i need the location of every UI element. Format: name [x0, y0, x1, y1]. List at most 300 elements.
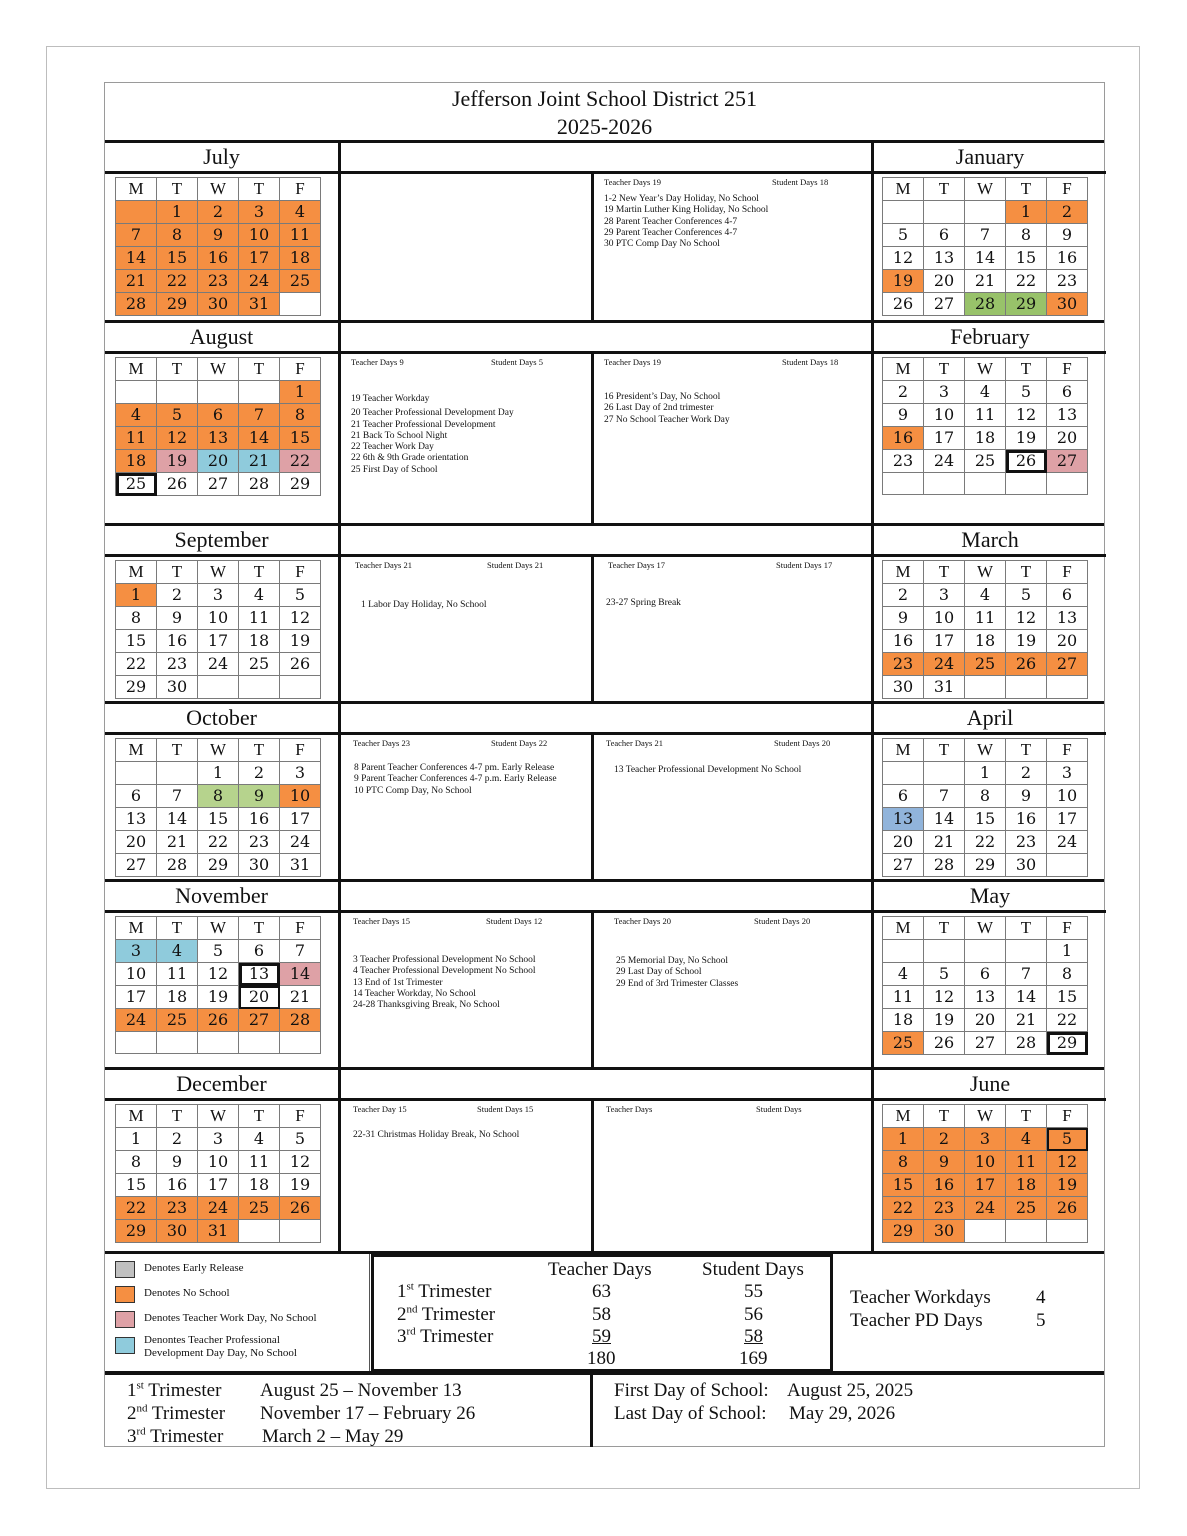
event-list: [353, 1130, 585, 1141]
trimester-date-3: 3rd Trimester March 2 – May 29: [127, 1425, 404, 1447]
day-cell: 9: [157, 1151, 198, 1174]
day-cell: 17: [924, 630, 965, 653]
day-cell: 19: [883, 270, 924, 293]
day-cell: 21: [924, 831, 965, 854]
day-cell: 15: [198, 808, 239, 831]
notes-january: [594, 174, 871, 320]
weekday-header: M: [883, 739, 924, 762]
week-row: [883, 427, 1088, 450]
day-cell: 23: [883, 450, 924, 473]
weekday-header: F: [1047, 739, 1088, 762]
day-cell: 14: [239, 427, 280, 450]
day-cell: 25: [157, 1009, 198, 1032]
day-cell: 2: [239, 762, 280, 785]
event-item: 22-31 Christmas Holiday Break, No School: [353, 1130, 520, 1140]
day-cell: 5: [280, 1128, 321, 1151]
day-cell: 13: [1047, 404, 1088, 427]
weekday-header: T: [157, 917, 198, 940]
week-row: [116, 1151, 321, 1174]
day-cell: 11: [965, 607, 1006, 630]
day-cell: 27: [883, 854, 924, 877]
month-may: [871, 882, 1106, 1070]
weekday-header: T: [157, 358, 198, 381]
month-title: November: [105, 882, 338, 913]
day-cell: 29: [280, 473, 321, 496]
day-cell: 4: [157, 940, 198, 963]
month-title: June: [874, 1070, 1106, 1101]
day-cell: 24: [116, 1009, 157, 1032]
day-cell: 8: [116, 1151, 157, 1174]
day-cell: 14: [280, 963, 321, 986]
col-header-student: Student Days: [702, 1259, 804, 1280]
row-september-march: [105, 526, 1104, 704]
day-cell: 5: [883, 224, 924, 247]
day-cell: 25: [883, 1032, 924, 1055]
weekday-header: T: [924, 358, 965, 381]
day-cell: 11: [965, 404, 1006, 427]
day-cell: [116, 381, 157, 404]
day-cell: 28: [239, 473, 280, 496]
day-cell: 12: [1047, 1151, 1088, 1174]
day-cell: 23: [1006, 831, 1047, 854]
weekday-header: M: [116, 739, 157, 762]
day-cell: 1: [198, 762, 239, 785]
week-row: [883, 1220, 1088, 1243]
month-title: October: [105, 704, 338, 735]
day-cell: 29: [1047, 1032, 1088, 1055]
week-row: [116, 854, 321, 877]
day-cell: 29: [1006, 293, 1047, 316]
day-cell: 26: [883, 293, 924, 316]
day-cell: 10: [116, 963, 157, 986]
notes-band: [341, 143, 871, 174]
student-days: Student Days 18: [772, 177, 829, 187]
calendar-grid-april: [882, 738, 1088, 877]
event-item: 29 End of 3rd Trimester Classes: [616, 978, 739, 989]
day-cell: [965, 676, 1006, 699]
day-cell: [1047, 1220, 1088, 1243]
teacher-days: Teacher Days 9: [351, 357, 404, 367]
event-item: 27 No School Teacher Work Day: [604, 414, 730, 425]
week-row: [883, 986, 1088, 1009]
swatch-icon: [115, 1261, 135, 1278]
calendar-sheet: [104, 82, 1105, 1447]
notes-band: [341, 1070, 871, 1101]
event-list: [606, 598, 865, 609]
notes-november: [341, 913, 594, 1067]
day-cell: 26: [1006, 653, 1047, 676]
day-cell: 21: [116, 270, 157, 293]
day-cell: 2: [883, 584, 924, 607]
event-item: 19 Teacher Workday: [351, 394, 430, 404]
week-row: [116, 201, 321, 224]
week-row: [116, 270, 321, 293]
day-cell: 24: [1047, 831, 1088, 854]
day-cell: 1: [1006, 201, 1047, 224]
month-june: [871, 1070, 1106, 1254]
day-cell: 5: [924, 963, 965, 986]
week-row: [883, 1009, 1088, 1032]
day-cell: 30: [883, 676, 924, 699]
week-row: [883, 381, 1088, 404]
event-item: 21 Back To School Night: [351, 430, 448, 441]
week-row: [883, 963, 1088, 986]
day-cell: 13: [883, 808, 924, 831]
day-cell: 22: [116, 1197, 157, 1220]
day-cell: [1006, 473, 1047, 495]
notes-august: [341, 354, 594, 523]
week-row: [116, 247, 321, 270]
event-item: 28 Parent Teacher Conferences 4-7: [604, 216, 738, 227]
day-cell: 17: [280, 808, 321, 831]
weekday-header: W: [965, 561, 1006, 584]
day-cell: 16: [198, 247, 239, 270]
day-cell: 29: [965, 854, 1006, 877]
weekday-header: F: [280, 178, 321, 201]
day-cell: 14: [965, 247, 1006, 270]
day-cell: 7: [116, 224, 157, 247]
weekday-header: M: [883, 561, 924, 584]
day-cell: 24: [239, 270, 280, 293]
day-cell: 29: [883, 1220, 924, 1243]
teacher-days: Teacher Days 15: [353, 916, 410, 926]
day-cell: 13: [924, 247, 965, 270]
day-cell: 31: [239, 293, 280, 316]
trimester-date-2: 2nd Trimester November 17 – February 26: [127, 1402, 476, 1424]
day-cell: [1006, 1220, 1047, 1243]
week-row: [883, 808, 1088, 831]
day-cell: 18: [239, 1174, 280, 1197]
weekday-header: F: [1047, 358, 1088, 381]
day-cell: 9: [1047, 224, 1088, 247]
day-cell: 24: [198, 653, 239, 676]
month-december: [105, 1070, 341, 1254]
day-cell: 18: [965, 427, 1006, 450]
day-cell: 18: [280, 247, 321, 270]
weekday-header: T: [239, 739, 280, 762]
day-cell: 10: [924, 404, 965, 427]
day-cell: 6: [924, 224, 965, 247]
day-cell: 4: [965, 381, 1006, 404]
weekday-header: M: [883, 178, 924, 201]
week-row: [116, 381, 321, 404]
day-cell: 24: [198, 1197, 239, 1220]
day-cell: [198, 381, 239, 404]
day-cell: 17: [198, 630, 239, 653]
day-cell: 5: [157, 404, 198, 427]
month-september: [105, 526, 341, 704]
day-cell: 15: [883, 1174, 924, 1197]
event-list: [614, 765, 865, 776]
week-row: [883, 1174, 1088, 1197]
weekday-header: T: [924, 1105, 965, 1128]
day-cell: [924, 473, 965, 495]
weekday-header: T: [924, 917, 965, 940]
day-cell: [198, 1032, 239, 1054]
notes-june: [594, 1101, 871, 1251]
teacher-days: Teacher Days 17: [608, 560, 665, 570]
day-cell: 6: [883, 785, 924, 808]
trimester-date-1: 1st Trimester August 25 – November 13: [127, 1379, 462, 1401]
day-cell: 24: [924, 450, 965, 473]
day-cell: 15: [280, 427, 321, 450]
day-cell: [239, 676, 280, 699]
week-row: [116, 450, 321, 473]
teacher-days: Teacher Days 21: [606, 738, 663, 748]
teacher-workdays: Teacher Workdays 4: [850, 1287, 1046, 1308]
day-cell: 14: [1006, 986, 1047, 1009]
student-days: Student Days: [756, 1104, 802, 1114]
week-row: [883, 831, 1088, 854]
day-cell: 16: [239, 808, 280, 831]
event-item: 25 First Day of School: [351, 464, 438, 475]
day-cell: 28: [157, 854, 198, 877]
month-title: May: [874, 882, 1106, 913]
teacher-days: Teacher Days 19: [604, 357, 661, 367]
day-cell: 28: [924, 854, 965, 877]
day-cell: 8: [965, 785, 1006, 808]
day-cell: 17: [1047, 808, 1088, 831]
weekday-header: F: [280, 358, 321, 381]
day-cell: 4: [965, 584, 1006, 607]
weekday-header: M: [883, 917, 924, 940]
day-cell: 24: [965, 1197, 1006, 1220]
day-cell: 19: [198, 986, 239, 1009]
week-row: [116, 1128, 321, 1151]
day-cell: [239, 381, 280, 404]
day-cell: 4: [116, 404, 157, 427]
day-cell: 22: [116, 653, 157, 676]
day-cell: 25: [239, 1197, 280, 1220]
day-cell: 22: [883, 1197, 924, 1220]
day-cell: 16: [883, 427, 924, 450]
day-cell: 26: [280, 1197, 321, 1220]
day-cell: 27: [198, 473, 239, 496]
day-cell: 28: [1006, 1032, 1047, 1055]
day-cell: 19: [157, 450, 198, 473]
week-row: [883, 630, 1088, 653]
day-cell: 21: [1006, 1009, 1047, 1032]
day-cell: [280, 676, 321, 699]
day-cell: 29: [116, 1220, 157, 1243]
day-cell: 21: [280, 986, 321, 1009]
day-cell: 20: [116, 831, 157, 854]
first-day: First Day of School: August 25, 2025: [614, 1380, 914, 1401]
week-row: [116, 986, 321, 1009]
weekday-header: M: [116, 358, 157, 381]
month-title: July: [105, 143, 338, 174]
day-cell: 6: [1047, 584, 1088, 607]
day-cell: 12: [157, 427, 198, 450]
day-cell: 11: [883, 986, 924, 1009]
event-item: 4 Teacher Professional Development No School: [353, 966, 536, 977]
day-cell: 30: [157, 1220, 198, 1243]
day-cell: 30: [198, 293, 239, 316]
week-row: [883, 785, 1088, 808]
row-august-february: [105, 323, 1104, 526]
calendar-grid-june: [882, 1104, 1088, 1243]
month-march: [871, 526, 1106, 704]
event-item: 29 Parent Teacher Conferences 4-7: [604, 227, 738, 238]
day-cell: 15: [116, 630, 157, 653]
month-title: February: [874, 323, 1106, 354]
day-cell: 29: [157, 293, 198, 316]
day-cell: 8: [1006, 224, 1047, 247]
day-cell: 21: [239, 450, 280, 473]
day-cell: 6: [239, 940, 280, 963]
day-cell: 7: [157, 785, 198, 808]
day-cell: 18: [883, 1009, 924, 1032]
weekday-header: F: [280, 917, 321, 940]
day-cell: 13: [198, 427, 239, 450]
day-cell: 3: [965, 1128, 1006, 1151]
day-cell: 9: [883, 404, 924, 427]
day-cell: 16: [924, 1174, 965, 1197]
teacher-days-value: 63: [592, 1281, 611, 1302]
week-row: [116, 653, 321, 676]
day-cell: 16: [157, 1174, 198, 1197]
weekday-header: W: [198, 1105, 239, 1128]
day-cell: 25: [965, 450, 1006, 473]
weekday-header: T: [924, 178, 965, 201]
day-cell: 6: [965, 963, 1006, 986]
student-days: Student Days 20: [774, 738, 831, 748]
event-item: 9 Parent Teacher Conferences 4-7 p.m. Early Release: [354, 774, 557, 785]
day-cell: [924, 940, 965, 963]
day-cell: 30: [1047, 293, 1088, 316]
day-cell: 9: [883, 607, 924, 630]
day-cell: 17: [198, 1174, 239, 1197]
week-row: [883, 224, 1088, 247]
day-cell: 12: [198, 963, 239, 986]
swatch-icon: [115, 1337, 135, 1354]
event-item: 14 Teacher Workday, No School: [353, 988, 476, 999]
day-cell: 25: [116, 473, 157, 496]
day-cell: [1006, 940, 1047, 963]
day-cell: 24: [280, 831, 321, 854]
day-cell: 29: [116, 676, 157, 699]
day-cell: 23: [1047, 270, 1088, 293]
event-item: 29 Last Day of School: [616, 967, 702, 978]
calendar-grid-november: [115, 916, 321, 1054]
weekday-header: W: [965, 178, 1006, 201]
day-cell: 2: [1006, 762, 1047, 785]
week-row: [116, 293, 321, 316]
day-cell: 8: [198, 785, 239, 808]
day-cell: 2: [198, 201, 239, 224]
week-row: [116, 762, 321, 785]
day-cell: 28: [280, 1009, 321, 1032]
day-cell: [965, 940, 1006, 963]
event-list: [604, 194, 865, 250]
day-cell: 26: [1006, 450, 1047, 473]
day-cell: 8: [883, 1151, 924, 1174]
day-cell: 12: [280, 1151, 321, 1174]
notes-september: [341, 557, 594, 701]
calendar-grid-may: [882, 916, 1088, 1055]
student-days: Student Days 18: [782, 357, 839, 367]
day-cell: 13: [1047, 607, 1088, 630]
day-cell: 26: [1047, 1197, 1088, 1220]
totals-table: [371, 1254, 833, 1372]
day-cell: 11: [239, 1151, 280, 1174]
event-item: 1-2 New Year’s Day Holiday, No School: [604, 194, 759, 204]
weekday-header: M: [116, 561, 157, 584]
weekday-header: T: [239, 561, 280, 584]
day-cell: 9: [1006, 785, 1047, 808]
day-cell: 2: [1047, 201, 1088, 224]
weekday-header: T: [157, 739, 198, 762]
day-cell: [157, 762, 198, 785]
month-january: [871, 143, 1106, 323]
event-item: 16 President’s Day, No School: [604, 392, 721, 402]
day-cell: 17: [239, 247, 280, 270]
day-cell: 24: [924, 653, 965, 676]
notes-march: [594, 557, 871, 701]
day-cell: 8: [116, 607, 157, 630]
day-cell: 20: [1047, 427, 1088, 450]
calendar-title: [105, 83, 1104, 143]
day-cell: 23: [198, 270, 239, 293]
day-cell: 4: [280, 201, 321, 224]
day-cell: [883, 473, 924, 495]
day-cell: 21: [965, 270, 1006, 293]
month-title: December: [105, 1070, 338, 1101]
week-row: [116, 1220, 321, 1243]
notes-december: [341, 1101, 594, 1251]
weekday-header: F: [280, 1105, 321, 1128]
day-cell: 4: [239, 584, 280, 607]
day-cell: 13: [239, 963, 280, 986]
event-item: 23-27 Spring Break: [606, 598, 681, 608]
day-cell: 19: [1006, 630, 1047, 653]
month-august: [105, 323, 341, 526]
event-list: [604, 392, 865, 426]
day-cell: 4: [239, 1128, 280, 1151]
day-cell: [280, 1220, 321, 1243]
day-cell: 31: [924, 676, 965, 699]
day-cell: [1006, 676, 1047, 699]
week-row: [883, 1197, 1088, 1220]
day-cell: [883, 762, 924, 785]
day-cell: 15: [1047, 986, 1088, 1009]
day-cell: [1047, 854, 1088, 877]
day-cell: 7: [1006, 963, 1047, 986]
day-cell: 27: [924, 293, 965, 316]
notes-band: [341, 704, 871, 735]
row-label: 2nd Trimester: [397, 1303, 496, 1325]
day-cell: 9: [157, 607, 198, 630]
day-cell: 27: [1047, 653, 1088, 676]
day-cell: 11: [116, 427, 157, 450]
week-row: [883, 473, 1088, 495]
day-cell: 26: [157, 473, 198, 496]
weekday-header: T: [1006, 178, 1047, 201]
day-cell: 7: [924, 785, 965, 808]
event-list: [354, 763, 585, 797]
day-cell: 30: [924, 1220, 965, 1243]
weekday-header: F: [1047, 917, 1088, 940]
month-april: [871, 704, 1106, 882]
week-row: [116, 831, 321, 854]
student-days: Student Days 22: [491, 738, 548, 748]
month-title: January: [874, 143, 1106, 174]
event-list: [616, 956, 865, 990]
event-item: 19 Martin Luther King Holiday, No School: [604, 205, 769, 216]
day-cell: 16: [1006, 808, 1047, 831]
day-cell: 11: [239, 607, 280, 630]
weekday-header: T: [239, 178, 280, 201]
